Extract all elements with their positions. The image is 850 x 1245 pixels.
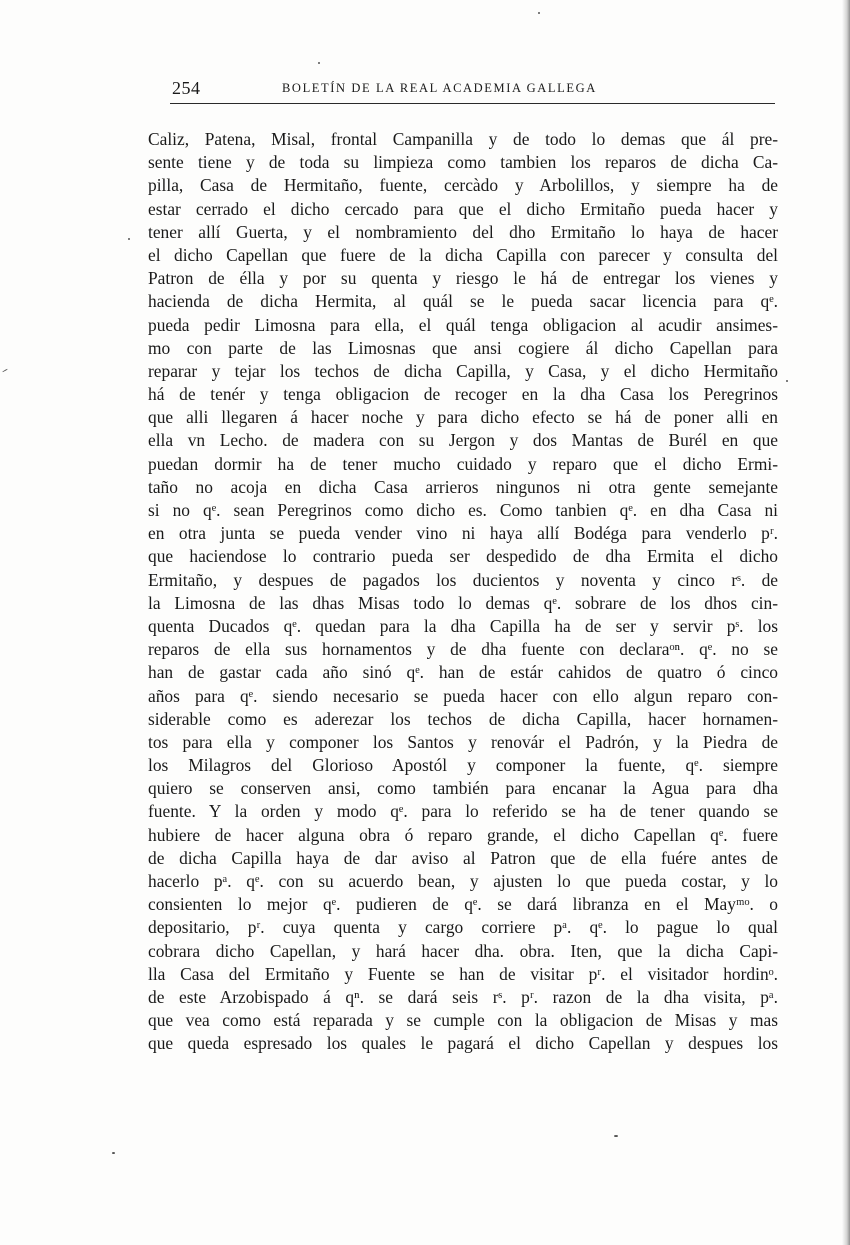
text-line: que vea como está reparada y se cumple con la obligacion de Misas y mas: [148, 1010, 778, 1031]
text-line: que queda espresado los quales le pagará el dicho Capellan y despues los: [148, 1033, 778, 1054]
scan-speck: [112, 1152, 115, 1154]
text-line: ella vn Lecho. de madera con su Jergon y dos Mantas de Burél en que: [148, 430, 778, 451]
text-line: los Milagros del Glorioso Apostól y componer la fuente, qᵉ. siempre: [148, 755, 778, 776]
text-line: cobrara dicho Capellan, y hará hacer dha. obra. Iten, que la dicha Capi-: [148, 940, 778, 961]
scan-speck: [128, 238, 130, 240]
text-line: de este Arzobispado á qⁿ. se dará seis rˢ. pʳ. razon de la dha visita, pᵃ.: [148, 986, 778, 1007]
text-line: pilla, Casa de Hermitaño, fuente, cercàdo y Arbolillos, y siempre ha de: [148, 175, 778, 196]
text-line: hubiere de hacer alguna obra ó reparo grande, el dicho Capellan qᵉ. fuere: [148, 824, 778, 845]
text-line: estar cerrado el dicho cercado para que el dicho Ermitaño pueda hacer y: [148, 198, 778, 219]
text-line: taño no acoja en dicha Casa arrieros ningunos ni otra gente semejante: [148, 476, 778, 497]
text-line: mo con parte de las Limosnas que ansi cogiere ál dicho Capellan para: [148, 337, 778, 358]
text-line: Ermitaño, y despues de pagados los ducientos y noventa y cinco rˢ. de: [148, 569, 778, 590]
text-line: han de gastar cada año sinó qᵉ. han de estár cahidos de quatro ó cinco: [148, 662, 778, 683]
header-rule: [170, 103, 775, 104]
text-line: años para qᵉ. siendo necesario se pueda hacer con ello algun reparo con-: [148, 685, 778, 706]
text-line: hacienda de dicha Hermita, al quál se le pueda sacar licencia para qᵉ.: [148, 291, 778, 312]
journal-title: BOLETÍN DE LA REAL ACADEMIA GALLEGA: [282, 81, 597, 95]
scan-speck: [2, 369, 8, 373]
text-line: consienten lo mejor qᵉ. pudieren de qᵉ. se dará libranza en el Mayᵐᵒ. o: [148, 894, 778, 915]
scan-speck: [538, 12, 540, 14]
scan-speck: [614, 1135, 618, 1137]
text-line: puedan dormir ha de tener mucho cuidado y reparo que el dicho Ermi-: [148, 453, 778, 474]
text-line: fuente. Y la orden y modo qᵉ. para lo referido se ha de tener quando se: [148, 801, 778, 822]
text-line: de dicha Capilla haya de dar aviso al Patron que de ella fuére antes de: [148, 847, 778, 868]
body-text: [148, 128, 778, 1056]
text-line: si no qᵉ. sean Peregrinos como dicho es. Como tanbien qᵉ. en dha Casa ni: [148, 500, 778, 520]
text-line: reparos de ella sus hornamentos y de dha fuente con declaraᵒⁿ. qᵉ. no se: [148, 639, 778, 660]
text-line: quiero se conserven ansi, como también para encanar la Agua para dha: [148, 778, 778, 799]
text-line: tos para ella y componer los Santos y renovár el Padrón, y la Piedra de: [148, 731, 778, 752]
page-number: 254: [172, 78, 201, 98]
text-line: que alli llegaren á hacer noche y para dicho efecto se há de poner alli en: [148, 407, 778, 428]
text-line: tener allí Guerta, y el nombramiento del dho Ermitaño lo haya de hacer: [148, 221, 778, 242]
text-line: Patron de élla y por su quenta y riesgo le há de entregar los vienes y: [148, 268, 778, 289]
scan-speck: [786, 380, 788, 382]
scan-speck: [318, 62, 320, 64]
text-line: siderable como es aderezar los techos de dicha Capilla, hacer hornamen-: [148, 708, 778, 729]
text-line: há de tenér y tenga obligacion de recoger en la dha Casa los Peregrinos: [148, 384, 778, 405]
scan-edge-shadow: [842, 0, 850, 1245]
text-line: hacerlo pᵃ. qᵉ. con su acuerdo bean, y ajusten lo que pueda costar, y lo: [148, 871, 778, 891]
text-line: quenta Ducados qᵉ. quedan para la dha Capilla ha de ser y servir pˢ. los: [148, 615, 778, 636]
text-line: que haciendose lo contrario pueda ser despedido de dha Ermita el dicho: [148, 546, 778, 567]
text-line: reparar y tejar los techos de dicha Capilla, y Casa, y el dicho Hermitaño: [148, 360, 778, 381]
text-line: depositario, pʳ. cuya quenta y cargo corriere pᵃ. qᵉ. lo pague lo qual: [148, 917, 778, 938]
text-line: sente tiene y de toda su limpieza como tambien los reparos de dicha Ca-: [148, 152, 778, 173]
text-line: pueda pedir Limosna para ella, el quál tenga obligacion al acudir ansimes-: [148, 314, 778, 335]
text-line: el dicho Capellan que fuere de la dicha Capilla con parecer y consulta del: [148, 244, 778, 265]
text-line: Caliz, Patena, Misal, frontal Campanilla y de todo lo demas que ál pre-: [148, 129, 778, 149]
text-line: la Limosna de las dhas Misas todo lo demas qᵉ. sobrare de los dhos cin-: [148, 592, 778, 613]
text-line: en otra junta se pueda vender vino ni haya allí Bodéga para venderlo pʳ.: [148, 523, 778, 544]
running-head: [170, 78, 775, 100]
text-line: lla Casa del Ermitaño y Fuente se han de visitar pʳ. el visitador hordinᵒ.: [148, 963, 778, 984]
